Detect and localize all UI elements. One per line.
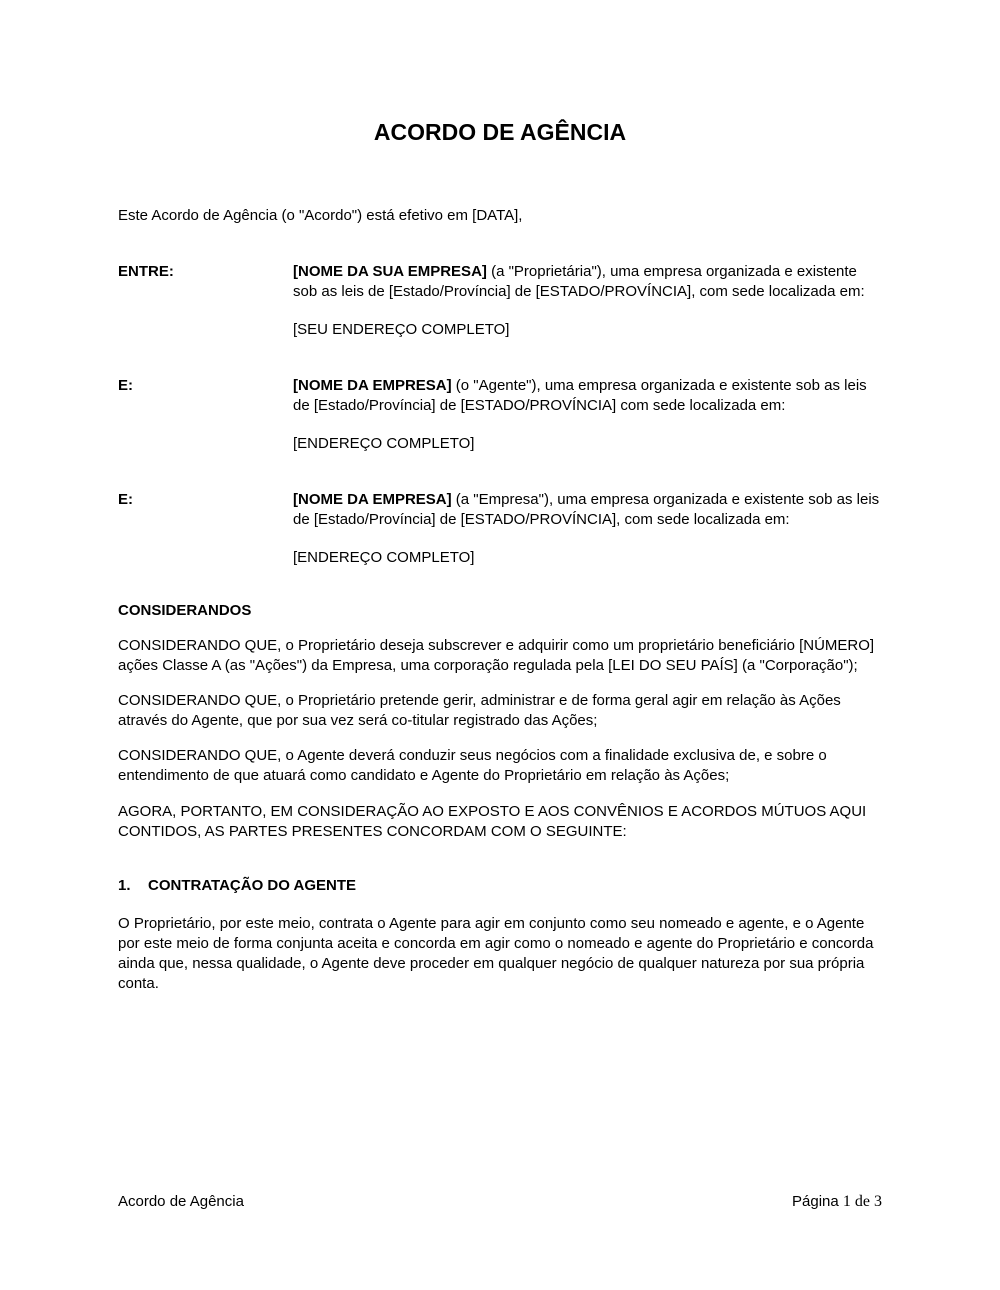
party-label: ENTRE: [118, 263, 174, 280]
party-address-placeholder: [SEU ENDEREÇO COMPLETO] [293, 321, 510, 338]
party-block-company [118, 490, 882, 568]
party-block-owner [118, 262, 882, 340]
recital-paragraph-1: CONSIDERANDO QUE, o Proprietário deseja subscrever e adquirir como um proprietário beneficiário [NÚMERO] ações Classe A (as "Ações") da Empresa, uma corporação regulada pela [LEI DO SEU PAÍS] (a "Corporação"); [118, 637, 875, 674]
footer-page-number [792, 1192, 882, 1212]
party-body [293, 490, 882, 568]
party-name-placeholder: [NOME DA EMPRESA] [293, 377, 452, 394]
footer-page-value: 1 de 3 [842, 1193, 882, 1210]
party-description-text: (o "Agente"), uma empresa organizada e existente sob as leis de [Estado/Província] de [ESTADO/PROVÍNCIA] com sede localizada em: [293, 377, 867, 414]
party-label: E: [118, 491, 133, 508]
recitals-heading: CONSIDERANDOS [118, 602, 252, 619]
section-1-body: O Proprietário, por este meio, contrata o Agente para agir em conjunto como seu nomeado e agente, e o Agente por este meio de forma conjunta aceita e concorda em agir como o nomeado e agente do Proprietário e concorda ainda que, nessa qualidade, o Agente deve proceder em qualquer negócio de qualquer natureza por sua própria conta. [118, 915, 874, 992]
section-number: 1. [118, 877, 131, 894]
party-label: E: [118, 377, 133, 394]
party-block-agent [118, 376, 882, 454]
recital-paragraph-3: CONSIDERANDO QUE, o Agente deverá conduzir seus negócios com a finalidade exclusiva de, e sobre o entendimento de que atuará como candidato e Agente do Proprietário em relação às Ações; [118, 747, 827, 784]
intro-paragraph: Este Acordo de Agência (o "Acordo") está efetivo em [DATA], [118, 207, 523, 224]
party-name-placeholder: [NOME DA SUA EMPRESA] [293, 263, 487, 280]
recital-paragraph-2: CONSIDERANDO QUE, o Proprietário pretende gerir, administrar e de forma geral agir em relação às Ações através do Agente, que por sua vez será co-titular registrado das Ações; [118, 692, 841, 729]
party-description [293, 262, 882, 302]
party-body [293, 376, 882, 454]
party-description-text: (a "Empresa"), uma empresa organizada e existente sob as leis de [Estado/Província] de [ESTADO/PROVÍNCIA], com sede localizada em: [293, 491, 880, 528]
footer-page-label: Página [792, 1193, 839, 1210]
footer-document-name: Acordo de Agência [118, 1193, 244, 1210]
now-therefore-paragraph: AGORA, PORTANTO, EM CONSIDERAÇÃO AO EXPOSTO E AOS CONVÊNIOS E ACORDOS MÚTUOS AQUI CONTIDOS, AS PARTES PRESENTES CONCORDAM COM O SEGUINTE: [118, 803, 867, 840]
page-footer [118, 1192, 882, 1212]
party-address-placeholder: [ENDEREÇO COMPLETO] [293, 435, 475, 452]
party-name-placeholder: [NOME DA EMPRESA] [293, 491, 452, 508]
document-title: ACORDO DE AGÊNCIA [373, 119, 627, 145]
party-address-placeholder: [ENDEREÇO COMPLETO] [293, 549, 475, 566]
party-body [293, 262, 882, 340]
party-description-text: (a "Proprietária"), uma empresa organizada e existente sob as leis de [Estado/Província] de [ESTADO/PROVÍNCIA], com sede localizada em: [293, 263, 865, 300]
party-description [293, 376, 882, 416]
party-description [293, 490, 882, 530]
section-heading-text: CONTRATAÇÃO DO AGENTE [148, 877, 357, 894]
section-1-heading [118, 876, 882, 896]
